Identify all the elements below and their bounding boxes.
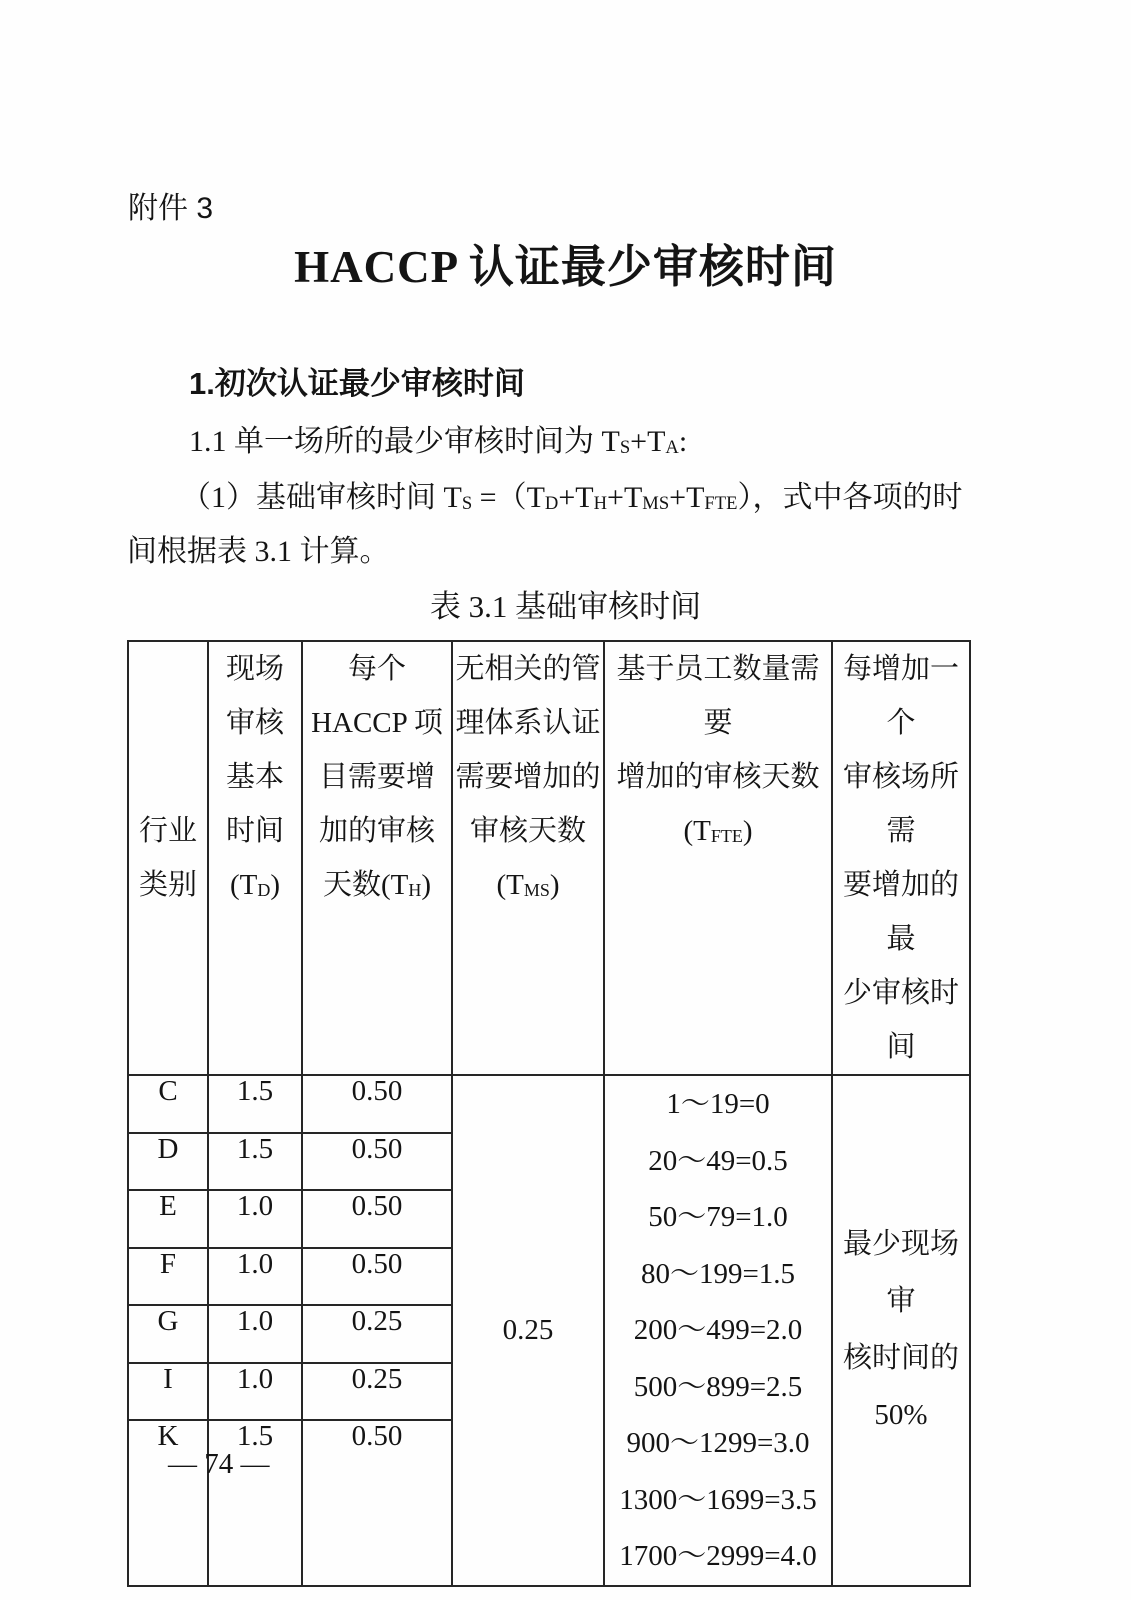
cell-th: 0.50 (302, 1075, 452, 1133)
cell-category: F (128, 1248, 208, 1306)
paragraph-formula-line1: （1）基础审核时间 $T_S =(T_D+T_H+T_{MS}+T_{FTE})$，式中各项的时 (181, 481, 963, 515)
cell-td: 1.0 (208, 1363, 302, 1421)
table-row (128, 1075, 970, 1133)
cell-td: 1.0 (208, 1305, 302, 1363)
col-header-additional-site: 每增加一个 审核场所需 要增加的最 少审核时间 (832, 641, 970, 1075)
cell-category: C (128, 1075, 208, 1133)
cell-category: E (128, 1190, 208, 1248)
cell-td: 1.5 (208, 1075, 302, 1133)
table-caption: 表 3.1 基础审核时间 (429, 589, 702, 624)
cell-td: 1.5 (208, 1133, 302, 1191)
cell-td: 1.0 (208, 1190, 302, 1248)
cell-category: K (128, 1420, 208, 1586)
col-header-employee-count-tfte: 基于员工数量需要 增加的审核天数 $(T_{FTE})$ (604, 641, 832, 1075)
cell-td: 1.0 (208, 1248, 302, 1306)
cell-th: 0.50 (302, 1248, 452, 1306)
cell-category: G (128, 1305, 208, 1363)
cell-th: 0.50 (302, 1190, 452, 1248)
cell-th: 0.50 (302, 1420, 452, 1586)
paragraph-single-site: 1.1 单一场所的最少审核时间为 $T_S+T_A$: (189, 425, 688, 459)
col-header-no-ms-cert-tms: 无相关的管 理体系认证 需要增加的 审核天数 $(T_{MS})$ (452, 641, 604, 1075)
paragraph-formula-line2: 间根据表 3.1 计算。 (127, 535, 390, 568)
cell-th: 0.25 (302, 1363, 452, 1421)
cell-site-note-merged: 最少现场审 核时间的 50% (832, 1075, 970, 1586)
attachment-label: 附件 3 (128, 192, 214, 225)
cell-category: I (128, 1363, 208, 1421)
document-title: HACCP 认证最少审核时间 (294, 242, 837, 292)
cell-th: 0.50 (302, 1133, 452, 1191)
table-header-row (128, 641, 970, 1075)
cell-category: D (128, 1133, 208, 1191)
col-header-onsite-base-time-td: 现场 审核 基本 时间 $(T_D)$ (208, 641, 302, 1075)
page-number: — 74 — (168, 1448, 270, 1480)
audit-time-table (127, 640, 971, 1587)
cell-tms-merged: 0.25 (452, 1075, 604, 1586)
body-text-block (127, 354, 969, 579)
section-heading: 1.初次认证最少审核时间 (189, 366, 525, 401)
cell-tfte-merged: 1～19=0 20～49=0.5 50～79=1.0 80～199=1.5 200～499=2.0 500～899=2.5 900～1299=3.0 1300～1699=3.5 1700～2999=4.0 (604, 1075, 832, 1586)
cell-th: 0.25 (302, 1305, 452, 1363)
col-header-per-haccp-plan-th: 每个 HACCP 项 目需要增 加的审核 天数$(T_H)$ (302, 641, 452, 1075)
cell-td: 1.5 (208, 1420, 302, 1586)
col-header-industry-category: 行业 类别 (128, 641, 208, 1075)
